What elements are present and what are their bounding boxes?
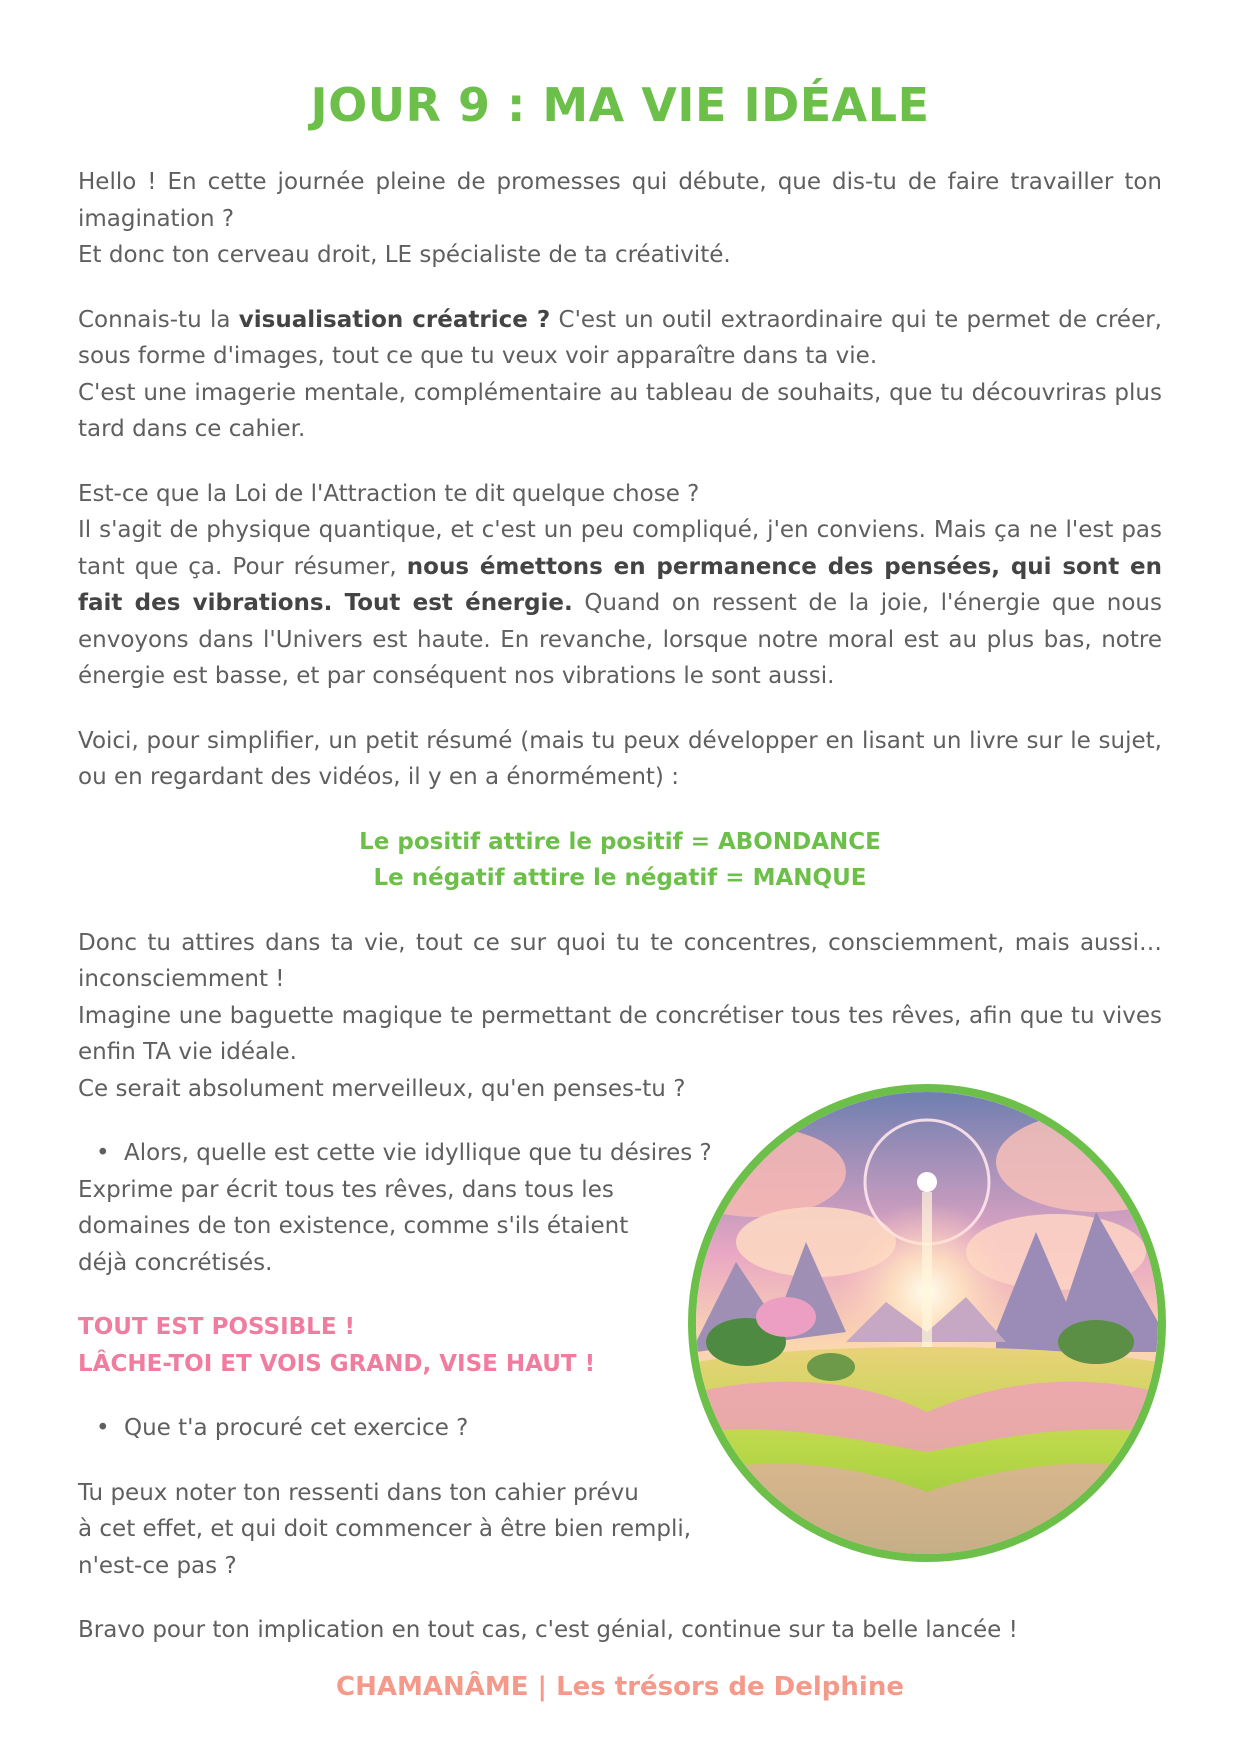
instruction-line-1: Exprime par écrit tous tes rêves, dans tous les — [78, 1176, 614, 1203]
note-paragraph — [78, 1475, 738, 1585]
visualisation-post: C'est un outil extraordinaire qui te permet de créer, sous forme d'images, tout ce que tu veux voir apparaître dans ta vie. — [78, 306, 1162, 369]
attract-line-3: Ce serait absolument merveilleux, qu'en penses-tu ? — [78, 1075, 686, 1102]
intro-line-1: Hello ! En cette journée pleine de promesses qui débute, que dis-tu de faire travailler ton imagination ? — [78, 169, 1162, 232]
attract-line-2: Imagine une baguette magique te permettant de concrétiser tous tes rêves, afin que tu vives enfin TA vie idéale. — [78, 1002, 1162, 1065]
exercise-question-2-text: Que t'a procuré cet exercice ? — [124, 1415, 469, 1441]
exercise-question-1-text: Alors, quelle est cette vie idyllique que tu désires ? — [124, 1140, 712, 1166]
callout-line-2: LÂCHE-TOI ET VOIS GRAND, VISE HAUT ! — [78, 1350, 596, 1377]
attract-paragraph — [78, 925, 1162, 1108]
note-line-2: à cet effet, et qui doit commencer à être bien rempli, — [78, 1516, 692, 1542]
attraction-bold: nous émettons en permanence des pensées, qui sont en fait des vibrations. Tout est énergie. — [78, 553, 1162, 616]
attraction-post: Quand on ressent de la joie, l'énergie que nous envoyons dans l'Univers est haute. En revanche, lorsque notre moral est au plus bas, notre énergie est basse, et par conséquent nos vibrations le sont aussi. — [78, 590, 1162, 689]
attraction-pre: Il s'agit de physique quantique, et c'est un peu compliqué, j'en conviens. Mais ça ne l'est pas tant que ça. Pour résumer, — [78, 517, 1162, 580]
dreamscape-illustration — [688, 1084, 1166, 1562]
attraction-line-2 — [78, 512, 1162, 695]
dreamscape-image — [696, 1092, 1158, 1554]
visualisation-paragraph — [78, 302, 1162, 448]
visualisation-line-2: C'est une imagerie mentale, complémentaire au tableau de souhaits, que tu découvriras plus tard dans ce cahier. — [78, 379, 1162, 442]
visualisation-pre: Connais-tu la — [78, 306, 239, 333]
visualisation-bold: visualisation créatrice ? — [238, 306, 551, 333]
exercise-instruction — [78, 1172, 738, 1282]
closing-paragraph: Bravo pour ton implication en tout cas, c'est génial, continue sur ta belle lancée ! — [78, 1617, 1018, 1643]
instruction-line-2: domaines de ton existence, comme s'ils étaient — [78, 1213, 629, 1239]
note-line-1: Tu peux noter ton ressenti dans ton cahier prévu — [78, 1479, 639, 1506]
attract-line-1: Donc tu attires dans ta vie, tout ce sur quoi tu te concentres, consciemment, mais aussi… inconsciemment ! — [78, 929, 1162, 992]
intro-paragraph — [78, 164, 1162, 274]
attraction-paragraph — [78, 476, 1162, 695]
page-title: JOUR 9 : MA VIE IDÉALE — [310, 78, 930, 132]
note-line-3: n'est-ce pas ? — [78, 1552, 237, 1579]
resume-paragraph: Voici, pour simplifier, un petit résumé (mais tu peux développer en lisant un livre sur le sujet, ou en regardant des vidéos, il y en a énormément) : — [78, 727, 1162, 790]
footer-brand: CHAMANÂME | Les trésors de Delphine — [336, 1672, 904, 1702]
law-negative: Le négatif attire le négatif = MANQUE — [373, 865, 867, 891]
visualisation-line-1 — [78, 302, 1162, 375]
intro-line-2: Et donc ton cerveau droit, LE spécialiste de ta créativité. — [78, 242, 731, 268]
law-positive: Le positif attire le positif = ABONDANCE — [359, 828, 881, 855]
callout-line-1: TOUT EST POSSIBLE ! — [78, 1314, 356, 1340]
attraction-line-1: Est-ce que la Loi de l'Attraction te dit quelque chose ? — [78, 480, 700, 507]
instruction-line-3: déjà concrétisés. — [78, 1249, 273, 1276]
law-of-attraction-summary — [78, 824, 1162, 897]
